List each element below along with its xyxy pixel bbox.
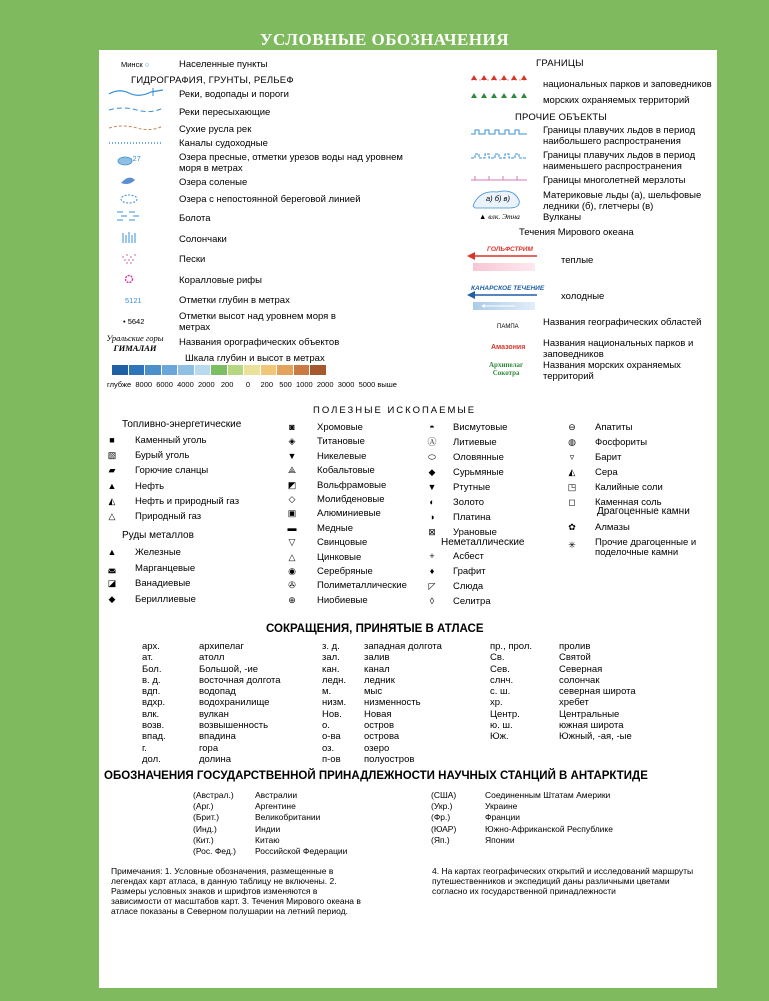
scale-cell [244,365,261,375]
abbr-row [490,697,589,709]
abbr-full: возвышенность [199,720,269,732]
hydro-dry-beds: Сухие русла рек [179,124,252,135]
abbr-row [490,652,591,664]
zinc-icon: △ [288,551,296,562]
abbr-full: хребет [559,697,589,709]
abbr-row [490,663,603,675]
hydro-header: ГИДРОГРАФИЯ, ГРУНТЫ, РЕЛЬЕФ [131,75,294,86]
abbr-short: Центр. [490,708,520,720]
legend-sheet: Минск ○ Населенные пункты ГИДРОГРАФИЯ, ГРУНТЫ, РЕЛЬЕФ -27 5121 • 5642 Уральские горы ГИМАЛАИ Реки, водопады и пороги Реки пересыхающие Сухие русла рек Каналы судоходные Озера пресные, отметки урезов воды над уровнем моря в метрах Озера соленые Озера с непостоянной береговой линией Болота Солончаки Пески Коралловые рифы Отметки глубин в метрах Отметки высот над уровнем моря в метрах Названия орографических объектов Шкала глубин и высот в метрах глубже 8000 6000 4000 2000 200 0 200 500 1000 2000 3000 5000 выше ГРАНИЦЫ национальных парков и заповедников морских охраняемых территорий ПРОЧИЕ ОБЪЕКТЫ а) б) в) ▲ влк. Этна Границы плавучих льдов в период наибольшего распространения Границы плавучих льдов в период наименьшего распространения Границы многолетней мерзлоты Материковые льды (а), шельфовые ледники (б), глетчеры (в) Вулканы Течения Мирового океана ГОЛЬФСТРИМ теплые КАНАРСКОЕ ТЕЧЕНИЕ холодные ПАМПА Названия географических областей Амазония Названия национальных парков и заповедников Архипелаг Сокотра Названия морских охраняемых территорий ПОЛЕЗНЫЕ ИСКОПАЕМЫЕ Топливно-энергетические ■ Каменный уголь ▧ Бурый уголь ▰ Горючие сланцы ▲ Нефть ◭ Нефть и природный газ △ Природный газ Руды металлов ▲ Железные ◛ Марганцевые ◪ Ванадиевые ◆ Бериллиевые ◙ Хромовые ◈ Титановые ▼ Никелевые ⟁ Кобальтовые ◩ Вольфрамовые ◇ Молибденовые ▣ Алюминиевые ▬ Медные ▽ Свинцовые △ Цинковые ◉ Серебряные ✇ Полиметаллические ⊕ Ниобиевые ◓ Висмутовые Ⓐ Литиевые ⬭ Оловянные ◆ Сурьмяные ▼ Ртутные ◐ Золото ◑ Платина ⊠ Урановые Неметаллические + Асбест ♦ Графит ◸ Слюда ◊ Селитра ⊖ Апатиты ◍ Фосфориты ▿ Барит ◭ Сера ◳ Калийные соли ◻ Каменная соль Драгоценные камни ✿ Алмазы ✳ Прочие драгоценные и поделочные камни СОКРАЩЕНИЯ, ПРИНЯТЫЕ В АТЛАСЕ арх. архипелаг ат. атолл Бол. Большой, -ие в. д. восточная долгота вдп. водопад вдхр. водохранилище влк. вулкан возв. возвышенность впад. впадина г. гора дол. долина з. д. западная долгота зал. залив кан. канал ледн. ледник м. мыс низм. низменность Нов. Новая о. остров о-ва острова оз. озеро п-ов полуостров пр., прол. пролив Св. Святой Сев. Северная слнч. солончак с. ш. северная широта хр. хребет Центр. Центральные ю. ш. южная широта Юж. Южный, -ая, -ые ОБОЗНАЧЕНИЯ ГОСУДАРСТВЕННОЙ ПРИНАДЛЕЖНОСТИ НАУЧНЫХ СТАНЦИЙ В АНТАРКТИДЕ (Австрал.) Австралии (Арг.) Аргентине (Брит.) Великобритании (Инд.) Индии (Кит.) Китаю (Рос. Фед.) Российской Федерации (США) Соединенным Штатам Америки (Укр.) Украине (Фр.) Франции (ЮАР) Южно-Африканской Республике (Яп.) Японии Примечания: 1. Условные обозначения, размещенные в легендах карт атласа, в данную таблицу не включены. 2. Размеры условных знаков и шрифтов изменяются в зависимости от масштабов карт. 3. Течения Мирового океана в атласе показаны в Северном полушарии на летний период. 4. На картах географических открытий и исследований маршруты путешественников и экспедиций даны различными цветами согласно их государственной принадлежности [99,50,717,988]
abbr-full: водопад [199,686,236,698]
antarctic-col-2 [431,790,613,846]
hydro-sands: Пески [179,254,206,265]
drying-river-icon [109,108,163,112]
abbr-header: СОКРАЩЕНИЯ, ПРИНЯТЫЕ В АТЛАСЕ [266,623,484,635]
oro-sample: Уральские горы ГИМАЛАИ [106,333,164,353]
rock-salt-icon: ◻ [568,497,576,507]
abbr-short: (Брит.) [193,812,220,823]
abbr-full: гора [199,742,219,754]
abbr-row [322,652,390,664]
abbr-short: дол. [142,753,161,765]
abbr-short: (Инд.) [193,823,217,834]
bismuth-icon: ◓ [429,422,435,432]
abbr-short: Бол. [142,663,162,675]
abbr-short: Сев. [490,663,510,675]
chromium-icon: ◙ [289,422,295,432]
abbr-col-3 [490,641,636,743]
abbr-short: (Фр.) [431,812,451,823]
abbr-full: Южный, -ая, -ые [559,731,632,743]
abbr-short: с. ш. [490,686,511,698]
abbr-short: Юж. [490,731,509,743]
abbr-short: вдп. [142,686,161,698]
antarctic-header: ОБОЗНАЧЕНИЯ ГОСУДАРСТВЕННОЙ ПРИНАДЛЕЖНОСТИ НАУЧНЫХ СТАНЦИЙ В АНТАРКТИДЕ [104,770,648,782]
abbr-row [490,641,591,652]
oil-icon: ▲ [107,480,117,491]
border-marine: морских охраняемых территорий [543,95,690,106]
hydro-depths: Отметки глубин в метрах [179,295,290,306]
permafrost-icon [471,176,527,180]
iron-icon: ▲ [107,547,117,557]
abbr-full: Российской Федерации [255,845,348,856]
abbr-full: восточная долгота [199,674,281,686]
scale-bar [112,365,327,375]
hydro-variable-lakes: Озера с непостоянной береговой линией [179,194,361,205]
other-symbols [469,124,533,224]
platinum-icon: ◑ [429,512,435,522]
abbr-row [142,742,219,754]
other-ice: Материковые льды (а), шельфовые ледники (б), глетчеры (в) [543,190,702,212]
abbr-short: в. д. [142,674,161,686]
abbr-full: Святой [559,652,591,664]
abbr-short: ат. [142,652,154,664]
abbr-short: вдхр. [142,697,166,709]
abbr-row [431,823,613,835]
hydro-drying-rivers: Реки пересыхающие [179,107,271,118]
lake-level-mark: -27 [130,154,141,163]
abbr-row [193,845,348,857]
warm-current-sample: ГОЛЬФСТРИМ [487,246,533,253]
abbr-row [322,697,421,709]
abbr-full: Индии [255,823,281,834]
scale-cell [261,365,278,375]
beryllium-icon: ◆ [108,593,116,604]
abbr-full: Китаю [255,834,280,845]
brown-coal-icon: ▧ [107,450,117,461]
variable-lake-icon [121,195,137,203]
diamond-icon: ✿ [568,522,576,532]
gold-icon: ◐ [429,497,435,507]
abbr-full: Соединенным Штатам Америки [485,790,611,800]
border-national-parks: национальных парков и заповедников [543,79,712,90]
hydro-salt-marsh: Солончаки [179,234,227,245]
abbr-short: низм. [322,697,347,709]
abbr-row [142,753,231,765]
abbr-full: западная долгота [364,641,442,652]
other-ice-min: Границы плавучих льдов в период наименьшего распространения [543,150,696,172]
abbr-short: з. д. [322,641,340,652]
abbr-full: Украине [485,801,518,812]
abbr-row [431,834,515,846]
uranium-icon: ⊠ [428,527,436,537]
apatite-icon: ⊖ [568,422,576,432]
molybdenum-icon: ◇ [288,493,296,504]
abbr-short: (Кит.) [193,834,214,845]
abbr-row [322,641,442,652]
abbr-row [322,686,383,698]
sulfur-icon: ◭ [568,467,576,477]
abbr-row [490,686,636,698]
abbr-row [322,753,415,765]
depth-mark: 5121 [125,296,142,305]
gas-icon: △ [108,510,116,521]
abbr-short: о-ва [322,731,341,743]
sand-icon [122,254,136,264]
abbr-row [193,801,296,812]
scale-cell [112,365,129,375]
salt-lake-icon [121,178,135,184]
settlement-sample: Минск ○ [121,60,150,69]
abbr-short: п-ов [322,753,341,765]
hydro-fresh-lakes: Озера пресные, отметки урезов воды над уровнем моря в метрах [179,152,403,174]
abbr-full: солончак [559,674,600,686]
titanium-icon: ◈ [288,436,296,447]
hydro-reefs: Коралловые рифы [179,275,262,286]
hydro-heights: Отметки высот над уровнем моря в метрах [179,311,336,333]
asbestos-icon: + [429,551,435,561]
silver-icon: ◉ [288,565,296,576]
abbr-short: о. [322,720,330,732]
swamp-icon [117,212,139,220]
abbr-row [322,674,395,686]
abbr-short: слнч. [490,674,514,686]
abbr-row [142,652,225,664]
scale-cell [162,365,179,375]
abbr-short: кан. [322,663,340,675]
scale-cell [310,365,327,375]
abbr-full: острова [364,731,400,743]
park-border-icon [471,75,527,80]
nonmetal-header: Неметаллические [441,537,525,548]
marine-border-icon [471,93,527,98]
abbr-full: Японии [485,834,515,845]
antimony-icon: ◆ [428,467,436,477]
abbr-full: залив [364,652,390,664]
names-geo: Названия географических областей [543,317,702,328]
scale-cell [145,365,162,375]
abbr-row [490,720,624,732]
notes-right: 4. На картах географических открытий и исследований маршруты путешественников и экспедиций даны различными цветами согласно их государственной принадлежности [432,866,694,896]
hydro-canals: Каналы судоходные [179,138,268,149]
abbr-col-2 [322,641,442,765]
currents-warm: теплые [561,255,594,266]
abbr-row [322,708,392,720]
ice-max-icon [471,130,527,134]
abbr-row [490,674,600,686]
mercury-icon: ▼ [427,482,437,492]
abbr-short: возв. [142,720,165,732]
height-mark: • 5642 [123,317,145,326]
antarctic-col-1 [193,790,348,857]
abbr-short: м. [322,686,332,698]
abbr-full: пролив [559,641,591,652]
abbr-row [193,790,298,801]
other-permafrost: Границы многолетней мерзлоты [543,175,686,186]
abbr-full: озеро [364,742,390,754]
river-icon [109,90,163,95]
abbr-full: Новая [364,708,392,720]
cobalt-icon: ⟁ [287,465,297,476]
abbr-full: Северная [559,663,603,675]
abbr-row [142,674,281,686]
manganese-icon: ◛ [107,562,117,573]
abbr-short: (Укр.) [431,801,453,812]
abbr-row [322,663,390,675]
aluminium-icon: ▣ [287,508,297,519]
abbr-short: впад. [142,731,166,743]
park-name-sample: Амазония [491,344,526,351]
cold-current-sample: КАНАРСКОЕ ТЕЧЕНИЕ [471,285,545,292]
abbr-full: низменность [364,697,421,709]
geo-name-sample: ПАМПА [497,324,519,330]
ice-abc-labels: а) б) в) [486,194,510,203]
abbr-short: Св. [490,652,505,664]
abbr-row [142,663,259,675]
abbr-col-1 [142,641,281,765]
tungsten-icon: ◩ [287,479,297,490]
abbr-row [322,720,394,732]
abbr-full: архипелаг [199,641,244,652]
abbr-short: г. [142,742,147,754]
abbr-short: ледн. [322,674,347,686]
abbr-row [193,823,281,835]
abbr-row [322,731,400,743]
abbr-short: зал. [322,652,340,664]
hydro-orographic: Названия орографических объектов [179,337,340,348]
oil-shale-icon: ▰ [108,465,116,476]
abbr-row [142,720,269,732]
abbr-short: ю. ш. [490,720,513,732]
scale-cell [195,365,212,375]
abbr-full: атолл [199,652,225,664]
mica-icon: ◸ [428,581,436,591]
phosphorite-icon: ◍ [568,437,576,447]
settlements-label: Населенные пункты [179,59,268,70]
warm-current-icon [467,252,475,260]
abbr-full: Франции [485,812,520,823]
notes-left: Примечания: 1. Условные обозначения, размещенные в легендах карт атласа, в данную таблицу не включены. 2. Размеры условных знаков и шрифтов изменяются в зависимости от масштабов карт. 3. Течения Мирового океана в атласе показаны в Северном полушарии на летний период. [111,866,361,916]
hydro-swamps: Болота [179,213,211,224]
abbr-short: (Арг.) [193,801,214,812]
scale-title: Шкала глубин и высот в метрах [185,353,325,364]
abbr-row [431,812,520,823]
tin-icon: ⬭ [428,452,436,462]
abbr-full: долина [199,753,231,765]
abbr-full: Аргентине [255,801,296,812]
coal-icon: ■ [109,435,115,445]
ores-header: Руды металлов [122,530,194,541]
abbr-row [142,641,244,652]
marine-name-sample: Архипелаг Сокотра [489,361,524,377]
border-symbols [469,72,529,104]
scale-cell [178,365,195,375]
abbr-full: Австралии [255,790,298,800]
abbr-row [193,812,321,823]
abbr-short: (Яп.) [431,834,450,845]
names-marine: Названия морских охраняемых территорий [543,360,681,382]
minerals-header: ПОЛЕЗНЫЕ ИСКОПАЕМЫЕ [313,405,477,416]
abbr-row [193,834,280,846]
abbr-row [490,708,620,720]
abbr-row [142,697,270,709]
hydro-rivers: Реки, водопады и пороги [179,89,289,100]
abbr-short: (США) [431,790,457,800]
other-volcanoes: Вулканы [543,212,582,223]
abbr-full: Центральные [559,708,620,720]
scale-cell [294,365,311,375]
abbr-full: южная широта [559,720,624,732]
abbr-short: (ЮАР) [431,823,457,834]
abbr-row [431,790,611,801]
abbr-row [142,731,236,743]
abbr-short: Нов. [322,708,342,720]
other-header: ПРОЧИЕ ОБЪЕКТЫ [515,112,607,123]
page-title: УСЛОВНЫЕ ОБОЗНАЧЕНИЯ [259,30,510,49]
scale-labels: глубже 8000 6000 4000 2000 200 0 200 500 1000 2000 3000 5000 выше [107,380,397,389]
lithium-icon: Ⓐ [427,437,437,447]
abbr-row [490,731,632,743]
names-park: Названия национальных парков и заповедников [543,338,694,360]
abbr-full: Большой, -ие [199,663,259,675]
scale-cell [228,365,245,375]
scale-cell [277,365,294,375]
nickel-icon: ▼ [287,450,297,461]
hydro-salt-lakes: Озера соленые [179,177,248,188]
abbr-full: Южно-Африканской Республике [485,823,613,834]
volcano-sample: ▲ влк. Этна [479,212,520,221]
scale-cell [211,365,228,375]
abbr-full: впадина [199,731,236,743]
polymetal-icon: ✇ [288,580,296,591]
currents-cold: холодные [561,291,605,302]
fuel-header: Топливно-энергетические [122,419,242,430]
abbr-short: (Рос. Фед.) [193,845,236,856]
vanadium-icon: ◪ [107,578,117,588]
depth-height-scale [112,365,327,375]
abbr-full: канал [364,663,390,675]
abbr-row [142,708,229,720]
salt-marsh-icon [123,232,135,243]
saltpeter-icon: ◊ [429,596,435,606]
abbr-short: оз. [322,742,335,754]
abbr-row [322,742,390,754]
dry-bed-icon [109,126,163,130]
abbr-short: влк. [142,708,160,720]
currents-header: Течения Мирового океана [519,227,634,238]
abbr-full: вулкан [199,708,229,720]
abbr-full: Великобритании [255,812,321,823]
abbr-full: северная широта [559,686,636,698]
other-ice-max: Границы плавучих льдов в период наибольшего распространения [543,125,696,147]
abbr-full: полуостров [364,753,415,765]
abbr-row [431,801,518,812]
gemstone-icon: ✳ [568,540,576,550]
lead-icon: ▽ [288,537,296,548]
potash-icon: ◳ [567,482,577,492]
graphite-icon: ♦ [429,566,435,576]
abbr-short: арх. [142,641,160,652]
abbr-short: (Австрал.) [193,790,234,800]
scale-cell [129,365,146,375]
abbr-full: мыс [364,686,383,698]
borders-header: ГРАНИЦЫ [536,58,584,69]
abbr-short: хр. [490,697,503,709]
abbr-short: пр., прол. [490,641,533,652]
hydro-symbols [107,86,171,306]
niobium-icon: ⊕ [288,594,296,605]
copper-icon: ▬ [287,522,297,533]
abbr-row [142,686,236,698]
oil-gas-icon: ◭ [108,495,116,506]
abbr-full: остров [364,720,394,732]
abbr-full: ледник [364,674,395,686]
barite-icon: ▿ [569,452,575,462]
reef-icon [126,276,133,283]
abbr-full: водохранилище [199,697,270,709]
gems-header: Драгоценные камни [597,506,690,517]
